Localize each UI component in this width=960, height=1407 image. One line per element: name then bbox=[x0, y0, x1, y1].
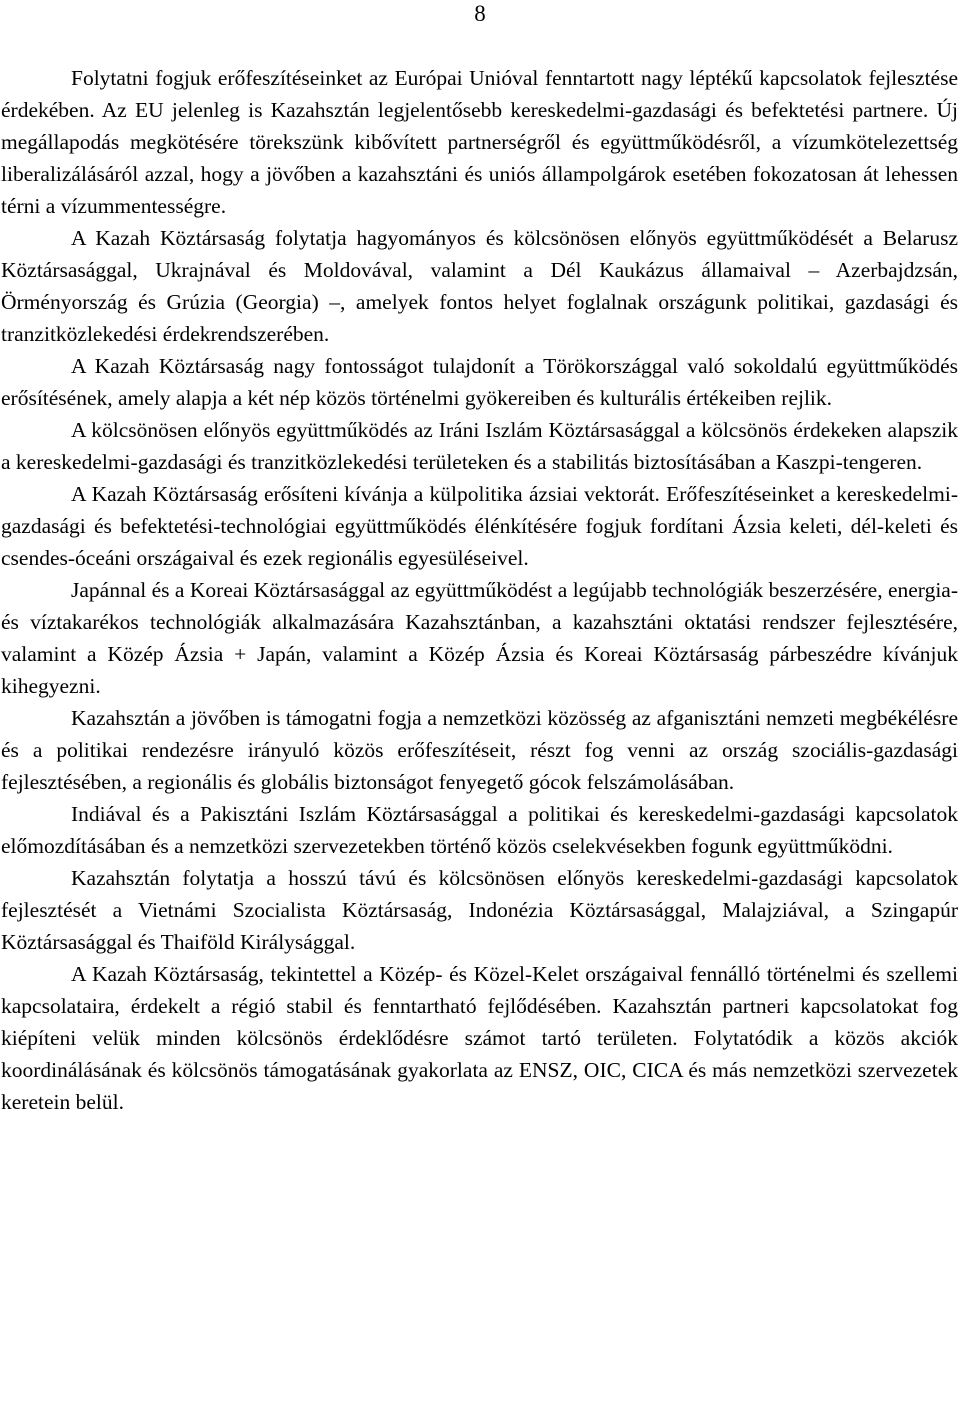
paragraph-eu-relations: Folytatni fogjuk erőfeszítéseinket az Európai Unióval fenntartott nagy léptékű kapcsolatok fejlesztése érdekében. Az EU jelenleg is Kazahsztán legjelentősebb kereskedelmi-gazdasági és befektetési partnere. Új megállapodás megkötésére törekszünk kibővített partnerségről és együttműködésről, a vízumkötelezettség liberalizálásáról azzal, hogy a jövőben a kazahsztáni és uniós állampolgárok esetében fokozatosan át lehessen térni a vízummentességre. bbox=[1, 66, 958, 218]
page-number: 8 bbox=[474, 1, 486, 26]
paragraph-turkey: A Kazah Köztársaság nagy fontosságot tulajdonít a Törökországgal való sokoldalú együttműködés erősítésének, amely alapja a két nép közös történelmi gyökereiben és kulturális értékeiben rejlik. bbox=[1, 354, 958, 410]
paragraph-belarus-ukraine-caucasus: A Kazah Köztársaság folytatja hagyományos és kölcsönösen előnyös együttműködését a Belarusz Köztársasággal, Ukrajnával és Moldovával, valamint a Dél Kaukázus államaival – Azerbajdzsán, Örményország és Grúzia (Georgia) –, amelyek fontos helyet foglalnak országunk politikai, gazdasági és tranzitközlekedési érdekrendszerében. bbox=[1, 226, 958, 346]
document-body bbox=[1, 62, 958, 1118]
paragraph-japan-korea: Japánnal és a Koreai Köztársasággal az együttműködést a legújabb technológiák beszerzésére, energia- és víztakarékos technológiák alkalmazására Kazahsztánban, a kazahsztáni oktatási rendszer fejlesztésére, valamint a Közép Ázsia + Japán, valamint a Közép Ázsia és Koreai Köztársaság párbeszédre kívánjuk kihegyezni. bbox=[1, 578, 958, 698]
paragraph-middle-east: A Kazah Köztársaság, tekintettel a Közép- és Közel-Kelet országaival fennálló történelmi és szellemi kapcsolataira, érdekelt a régió stabil és fenntartható fejlődésében. Kazahsztán partneri kapcsolatokat fog kiépíteni velük minden kölcsönös érdeklődésre számot tartó területen. Folytatódik a közös akciók koordinálásának és kölcsönös támogatásának gyakorlata az ENSZ, OIC, CICA és más nemzetközi szervezetek keretein belül. bbox=[1, 962, 958, 1114]
paragraph-asian-vector: A Kazah Köztársaság erősíteni kívánja a külpolitika ázsiai vektorát. Erőfeszítéseinket a kereskedelmi-gazdasági és befektetési-technológiai együttműködés élénkítésére fogjuk fordítani Ázsia keleti, dél-keleti és csendes-óceáni országaival és ezek regionális egyesüléseivel. bbox=[1, 482, 958, 570]
paragraph-india-pakistan: Indiával és a Pakisztáni Iszlám Köztársasággal a politikai és kereskedelmi-gazdasági kapcsolatok előmozdításában és a nemzetközi szervezetekben történő közös cselekvésekben fogunk együttműködni. bbox=[1, 802, 958, 858]
paragraph-iran: A kölcsönösen előnyös együttműködés az Iráni Iszlám Köztársasággal a kölcsönös érdekeken alapszik a kereskedelmi-gazdasági és tranzitközlekedési területeken és a stabilitás biztosításában a Kaszpi-tengeren. bbox=[1, 418, 958, 474]
paragraph-southeast-asia: Kazahsztán folytatja a hosszú távú és kölcsönösen előnyös kereskedelmi-gazdasági kapcsolatok fejlesztését a Vietnámi Szocialista Köztársaság, Indonézia Köztársasággal, Malajziával, a Szingapúr Köztársasággal és Thaiföld Királysággal. bbox=[1, 866, 958, 954]
paragraph-afghanistan: Kazahsztán a jövőben is támogatni fogja a nemzetközi közösség az afganisztáni nemzeti megbékélésre és a politikai rendezésre irányuló közös erőfeszítéseit, részt fog venni az ország szociális-gazdasági fejlesztésében, a regionális és globális biztonságot fenyegető gócok felszámolásában. bbox=[1, 706, 958, 794]
